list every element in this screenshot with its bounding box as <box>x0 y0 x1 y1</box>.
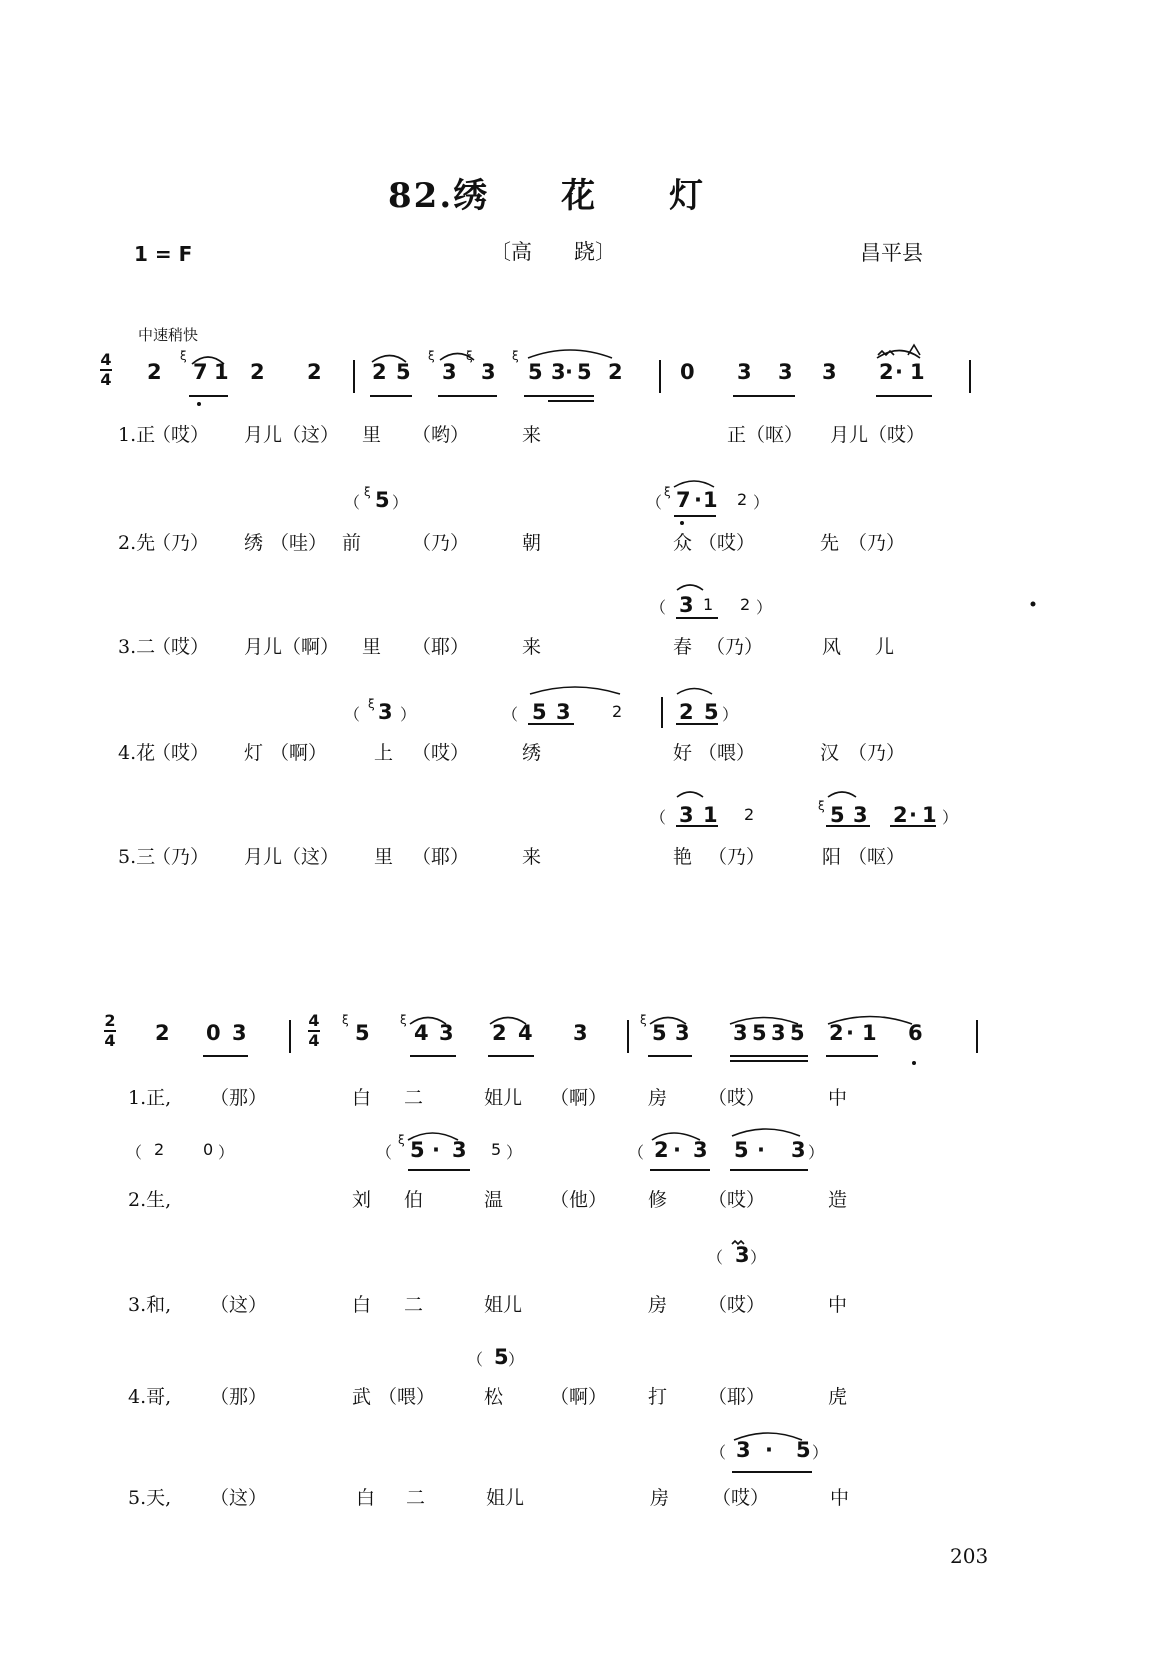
slur <box>490 1018 526 1025</box>
variant-note: ） <box>722 705 739 724</box>
variant-note: 2 <box>744 805 755 824</box>
melody-note: 6 <box>908 1021 923 1045</box>
variant-note: 2 <box>612 702 623 721</box>
variant-note: 3 <box>452 1138 467 1162</box>
variant-note: · <box>909 803 917 827</box>
slur <box>650 1018 686 1025</box>
melody-note: 3 <box>733 1021 748 1045</box>
lyric-syllable: 刘 <box>352 1189 372 1211</box>
grace-mark: ξ <box>818 799 825 813</box>
lyric-syllable: 姐儿 <box>484 1087 523 1109</box>
variant-note: 2 <box>154 1140 165 1159</box>
variant-note: ） <box>812 1443 829 1462</box>
melody-note: 3 <box>778 360 793 384</box>
lyric-syllable: （啊） <box>550 1087 608 1109</box>
genre-label: 〔高 跷〕 <box>490 240 616 264</box>
variant-note: ） <box>506 1143 523 1162</box>
lyric-syllable: 月儿（啊） <box>244 636 340 658</box>
lyric-syllable: 朝 <box>522 532 542 554</box>
variant-note: 2 <box>893 803 908 827</box>
melody-note: 5 <box>752 1021 767 1045</box>
verse-label: 5.三 <box>118 846 156 868</box>
verse-label: 4.花 <box>118 742 156 764</box>
variant-note: 5 <box>494 1345 509 1369</box>
variant-note: · <box>432 1138 440 1162</box>
grace-mark: ξ <box>364 485 371 499</box>
variant-note: 2 <box>740 595 751 614</box>
lyric-syllable: 伯 <box>404 1189 424 1211</box>
verse-label: 2.先 <box>118 532 156 554</box>
slur <box>192 357 224 364</box>
lyric-syllable: 中 <box>828 1294 848 1316</box>
slur <box>677 585 703 590</box>
lyric-syllable: （哎） <box>712 1487 770 1509</box>
lyric-syllable: （乃） <box>152 532 210 554</box>
lyric-syllable: （哎） <box>152 742 210 764</box>
lyric-syllable: 风 <box>822 636 842 658</box>
variant-note: 3 <box>736 1438 751 1462</box>
melody-note: 2 <box>879 360 894 384</box>
melody-note: 5 <box>355 1021 370 1045</box>
slur <box>828 792 856 797</box>
melody-note: 3 <box>551 360 566 384</box>
lyric-syllable: 灯 <box>244 742 264 764</box>
lyric-syllable: 月儿（这） <box>244 846 340 868</box>
lyric-syllable: （喂） <box>378 1386 436 1408</box>
variant-note: 1 <box>703 488 718 512</box>
grace-mark: ξ <box>368 697 375 711</box>
lyric-syllable: （哎） <box>412 742 470 764</box>
time-signature-denominator: 4 <box>100 370 112 389</box>
variant-note: 5 <box>375 488 390 512</box>
lyric-syllable: （哟） <box>412 424 470 446</box>
lyric-syllable: （哎） <box>152 636 210 658</box>
variant-note: 1 <box>703 803 718 827</box>
variant-note: （ <box>344 705 361 724</box>
variant-note: ） <box>756 598 773 617</box>
lyric-syllable: 里 <box>374 846 394 868</box>
grace-mark: ξ <box>428 349 435 363</box>
variant-note: （ <box>628 1143 645 1162</box>
time-signature-denominator: 4 <box>104 1031 116 1050</box>
melody-note: 4 <box>518 1021 533 1045</box>
slur <box>410 1018 446 1025</box>
melody-note: 0 <box>680 360 695 384</box>
variant-note: 1 <box>703 595 714 614</box>
lyric-syllable: （这） <box>210 1487 268 1509</box>
variant-note: 2 <box>679 700 694 724</box>
variant-note: 0 <box>203 1140 214 1159</box>
lyric-syllable: 儿 <box>875 636 895 658</box>
lyric-syllable: 好 <box>673 742 693 764</box>
lyric-syllable: 二 <box>404 1294 424 1316</box>
variant-note: · <box>673 1138 681 1162</box>
variant-note: 3 <box>693 1138 708 1162</box>
slur <box>528 350 612 358</box>
lyric-syllable: 房 <box>648 1294 668 1316</box>
verse-label: 4.哥, <box>128 1386 172 1408</box>
melody-note: 3 <box>675 1021 690 1045</box>
melody-note: 1 <box>214 360 229 384</box>
variant-note: 2 <box>737 490 748 509</box>
lyric-syllable: （哎） <box>708 1294 766 1316</box>
lyric-syllable: 来 <box>522 846 542 868</box>
lyric-syllable: 里 <box>362 636 382 658</box>
ornament-mark <box>732 1241 744 1244</box>
variant-note: 3 <box>679 593 694 617</box>
melody-note: 2 <box>147 360 162 384</box>
variant-note: · <box>765 1438 773 1462</box>
lyric-syllable: （啊） <box>550 1386 608 1408</box>
slur <box>677 689 712 695</box>
variant-note: 3 <box>735 1243 750 1267</box>
melody-note: 5 <box>652 1021 667 1045</box>
lyric-syllable: 修 <box>648 1189 668 1211</box>
variant-note: 1 <box>922 803 937 827</box>
variant-note: 5 <box>796 1438 811 1462</box>
melody-note: 1 <box>910 360 925 384</box>
low-octave-dot <box>197 402 201 406</box>
slur <box>372 356 406 363</box>
variant-note: 3 <box>556 700 571 724</box>
lyric-syllable: （呕） <box>848 846 906 868</box>
lyric-syllable: 来 <box>522 636 542 658</box>
lyric-syllable: 众 <box>673 532 693 554</box>
grace-mark: ξ <box>512 349 519 363</box>
variant-note: （ <box>650 808 667 827</box>
melody-note: 3 <box>442 360 457 384</box>
lyric-syllable: （喂） <box>698 742 756 764</box>
slur <box>734 1433 802 1440</box>
melody-note: 2 <box>492 1021 507 1045</box>
verse-label: 3.二 <box>118 636 156 658</box>
slur <box>732 1129 800 1136</box>
variant-note: 2 <box>654 1138 669 1162</box>
variant-note: ） <box>750 1248 767 1267</box>
lyric-syllable: （哇） <box>270 532 328 554</box>
melody-note: · <box>895 360 903 384</box>
slur <box>677 792 703 797</box>
variant-note: （ <box>344 493 361 512</box>
lyric-syllable: 二 <box>404 1087 424 1109</box>
variant-note: 3 <box>679 803 694 827</box>
melody-note: 3 <box>771 1021 786 1045</box>
verse-label: 1.正 <box>118 424 156 446</box>
lyric-syllable: （他） <box>550 1189 608 1211</box>
region-label: 昌平县 <box>860 241 923 265</box>
lyric-syllable: （耶） <box>412 636 470 658</box>
melody-note: 5 <box>577 360 592 384</box>
grace-mark: ξ <box>398 1133 405 1147</box>
tempo-marking: 中速稍快 <box>138 326 199 344</box>
lyric-syllable: （乃） <box>706 636 764 658</box>
melody-note: 2 <box>155 1021 170 1045</box>
variant-note: 5 <box>704 700 719 724</box>
lyric-syllable: （乃） <box>152 846 210 868</box>
lyric-syllable: （耶） <box>708 1386 766 1408</box>
variant-note: ） <box>808 1143 825 1162</box>
lyric-syllable: 上 <box>374 742 394 764</box>
variant-note: · <box>694 488 702 512</box>
lyric-syllable: 温 <box>484 1189 504 1211</box>
melody-note: 5 <box>790 1021 805 1045</box>
melody-note: 4 <box>414 1021 429 1045</box>
lyric-syllable: 中 <box>828 1087 848 1109</box>
melody-note: 1 <box>862 1021 877 1045</box>
melody-note: · <box>565 360 573 384</box>
lyric-syllable: 房 <box>648 1087 668 1109</box>
lyric-syllable: 先 <box>820 532 840 554</box>
slur <box>828 1017 912 1025</box>
melody-note: 3 <box>822 360 837 384</box>
variant-note: （ <box>126 1143 143 1162</box>
lyric-syllable: 绣 <box>244 532 264 554</box>
variant-note: ） <box>508 1350 525 1369</box>
variant-note: （ <box>707 1248 724 1267</box>
lyric-syllable: 月儿（哎） <box>830 424 926 446</box>
lyric-syllable: 月儿（这） <box>244 424 340 446</box>
grace-mark: ξ <box>640 1013 647 1027</box>
lyric-syllable: （哎） <box>698 532 756 554</box>
melody-note: 2 <box>372 360 387 384</box>
melody-note: 7 <box>193 360 208 384</box>
lyric-syllable: 姐儿 <box>484 1294 523 1316</box>
verse-label: 3.和, <box>128 1294 172 1316</box>
melody-note: 5 <box>528 360 543 384</box>
lyric-syllable: （啊） <box>270 742 328 764</box>
grace-mark: ξ <box>342 1013 349 1027</box>
lyric-syllable: 白 <box>356 1487 376 1509</box>
variant-note: （ <box>646 493 663 512</box>
lyric-syllable: 来 <box>522 424 542 446</box>
variant-note: ） <box>218 1143 235 1162</box>
time-signature-numerator: 2 <box>104 1011 116 1030</box>
melody-note: 5 <box>396 360 411 384</box>
lyric-syllable: 姐儿 <box>486 1487 525 1509</box>
lyric-syllable: （乃） <box>848 532 906 554</box>
lyric-syllable: 里 <box>362 424 382 446</box>
lyric-syllable: （乃） <box>848 742 906 764</box>
variant-note: （ <box>502 705 519 724</box>
lyric-syllable: 春 <box>673 636 693 658</box>
variant-note: 5 <box>410 1138 425 1162</box>
lyric-syllable: （这） <box>210 1294 268 1316</box>
verse-label: 2.生, <box>128 1189 172 1211</box>
grace-mark: ξ <box>466 349 473 363</box>
lyric-syllable: （耶） <box>412 846 470 868</box>
variant-note: ） <box>942 808 959 827</box>
lyric-syllable: 武 <box>352 1386 372 1408</box>
lyric-syllable: 艳 <box>673 846 693 868</box>
melody-note: 2 <box>250 360 265 384</box>
lyric-syllable: （那） <box>210 1386 268 1408</box>
lyric-syllable: 打 <box>648 1386 668 1408</box>
grace-mark: ξ <box>400 1013 407 1027</box>
slur <box>674 481 714 487</box>
lyric-syllable: 虎 <box>828 1386 848 1408</box>
low-octave-dot <box>912 1061 916 1065</box>
variant-note: （ <box>650 598 667 617</box>
low-octave-dot <box>680 521 684 525</box>
variant-note: ） <box>753 493 770 512</box>
melody-note: 3 <box>573 1021 588 1045</box>
melody-note: 3 <box>439 1021 454 1045</box>
lyric-syllable: 阳 <box>822 846 842 868</box>
lyric-syllable: 造 <box>828 1189 848 1211</box>
lyric-syllable: 二 <box>406 1487 426 1509</box>
grace-mark: ξ <box>180 349 187 363</box>
melody-note: 2 <box>307 360 322 384</box>
key-signature: 1 = F <box>134 242 193 266</box>
verse-label: 5.天, <box>128 1487 172 1509</box>
variant-note: 5 <box>491 1140 502 1159</box>
variant-note: （ <box>467 1350 484 1369</box>
variant-note: · <box>757 1138 765 1162</box>
variant-note: ） <box>392 493 409 512</box>
page-number: 203 <box>950 1544 989 1568</box>
lyric-syllable: 绣 <box>522 742 542 764</box>
lyric-syllable: 中 <box>830 1487 850 1509</box>
lyric-syllable: 正（呕） <box>727 424 804 446</box>
variant-note: （ <box>710 1443 727 1462</box>
melody-note: 2 <box>829 1021 844 1045</box>
time-signature-numerator: 4 <box>308 1011 320 1030</box>
variant-note: 3 <box>791 1138 806 1162</box>
time-signature-denominator: 4 <box>308 1031 320 1050</box>
slur <box>408 1133 458 1140</box>
variant-note: （ <box>376 1143 393 1162</box>
lyric-syllable: 汉 <box>820 742 840 764</box>
slur <box>730 1018 798 1025</box>
lyric-syllable: （哎） <box>152 424 210 446</box>
lyric-syllable: （哎） <box>708 1189 766 1211</box>
stray-dot <box>1031 602 1036 607</box>
lyric-syllable: 白 <box>352 1087 372 1109</box>
slur <box>530 687 620 694</box>
verse-label: 1.正, <box>128 1087 172 1109</box>
melody-note: 3 <box>481 360 496 384</box>
song-title: 82.绣 花 灯 <box>388 176 706 216</box>
lyric-syllable: （那） <box>210 1087 268 1109</box>
melody-note: · <box>846 1021 854 1045</box>
variant-note: 3 <box>853 803 868 827</box>
lyric-syllable: （哎） <box>708 1087 766 1109</box>
variant-note: 7 <box>676 488 691 512</box>
lyric-syllable: （乃） <box>412 532 470 554</box>
melody-note: 2 <box>608 360 623 384</box>
lyric-syllable: 松 <box>484 1386 504 1408</box>
variant-note: 3 <box>378 700 393 724</box>
variant-note: 5 <box>830 803 845 827</box>
variant-note: 5 <box>532 700 547 724</box>
grace-mark: ξ <box>664 485 671 499</box>
melody-note: 3 <box>232 1021 247 1045</box>
melody-note: 0 <box>206 1021 221 1045</box>
lyric-syllable: 前 <box>342 532 362 554</box>
lyric-syllable: （乃） <box>708 846 766 868</box>
lyric-syllable: 白 <box>352 1294 372 1316</box>
slur <box>652 1133 700 1140</box>
melody-note: 3 <box>737 360 752 384</box>
variant-note: ） <box>400 705 417 724</box>
variant-note: 5 <box>734 1138 749 1162</box>
time-signature-numerator: 4 <box>100 350 112 369</box>
lyric-syllable: 房 <box>650 1487 670 1509</box>
